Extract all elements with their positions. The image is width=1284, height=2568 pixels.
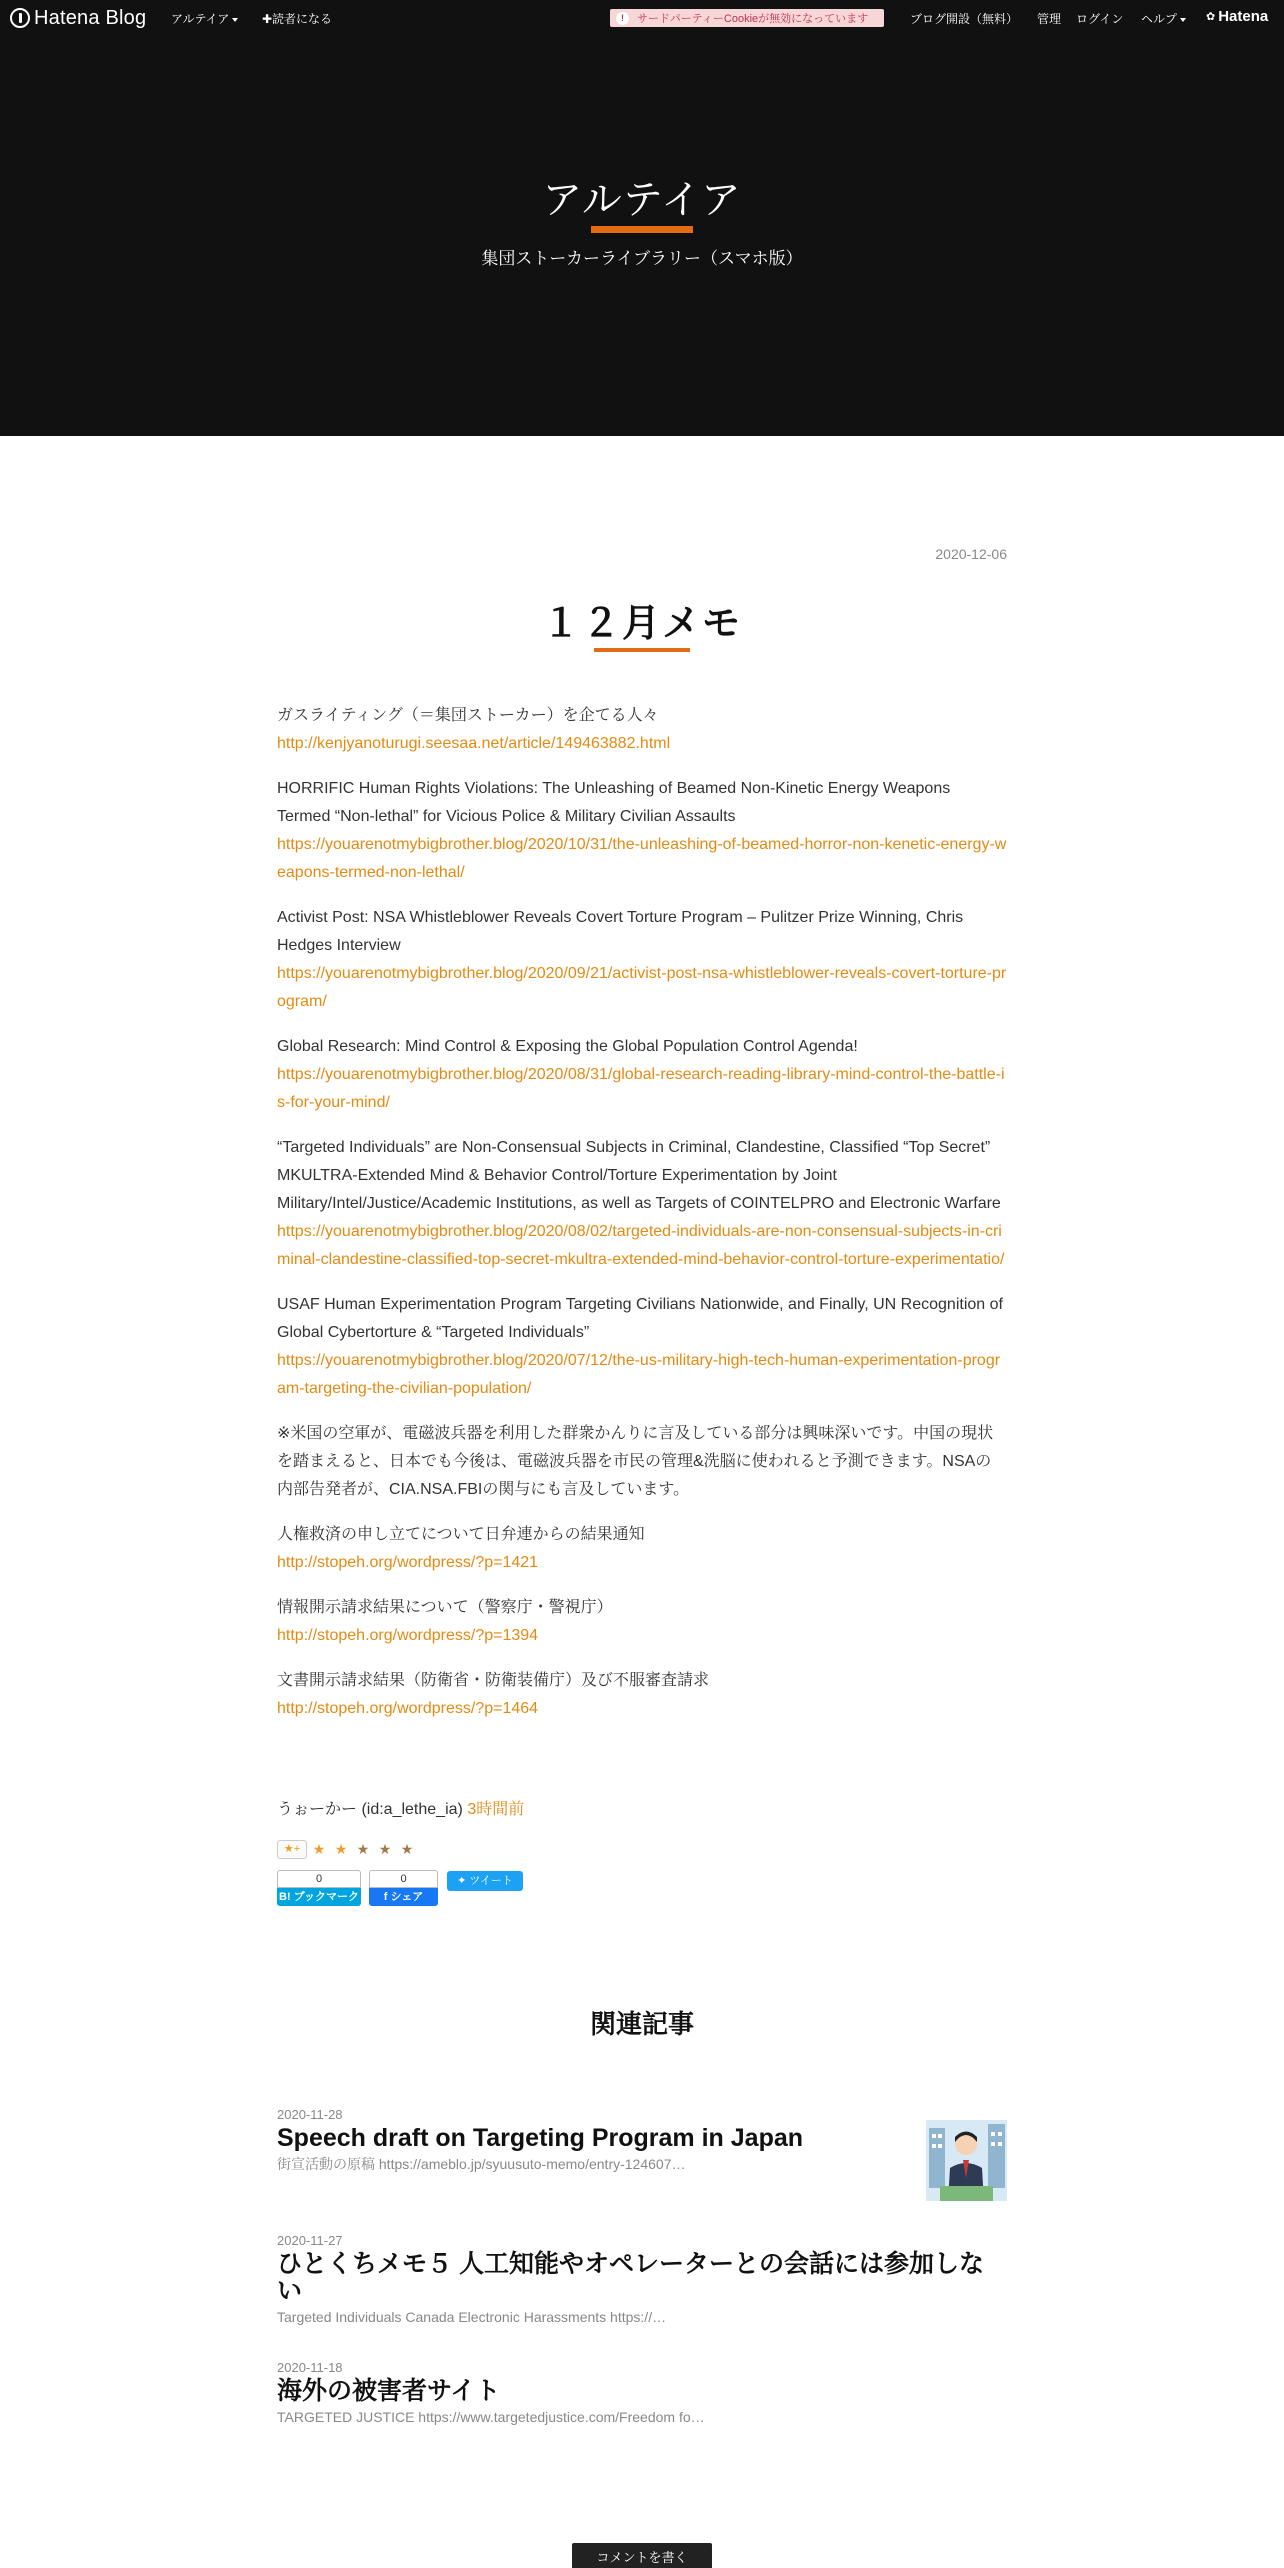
paw-icon: ✿ — [1206, 11, 1216, 23]
entry-link[interactable]: https://youarenotmybigbrother.blog/2020/10/31/the-unleashing-of-beamed-horror-non-kenetic-energy-weapons-termed-non-lethal/ — [277, 836, 1007, 881]
star-icon[interactable]: ★ — [356, 1841, 370, 1857]
paragraph-text: HORRIFIC Human Rights Violations: The Unleashing of Beamed Non-Kinetic Energy Weapons Termed “Non-lethal” for Vicious Police & Military Civilian Assaults — [277, 780, 951, 825]
article-date[interactable]: 2020-12-06 — [935, 546, 1007, 562]
related-entries-heading: 関連記事 — [589, 2009, 694, 2039]
start-blog-link[interactable]: ブログ開設（無料） — [910, 12, 1019, 26]
related-entry[interactable] — [277, 2233, 1007, 2327]
cookie-notice-text: サードパーティーCookieが無効になっています — [637, 13, 869, 25]
blog-menu-dropdown[interactable] — [171, 10, 238, 27]
entry-link[interactable]: http://stopeh.org/wordpress/?p=1394 — [277, 1627, 539, 1644]
write-comment-button[interactable]: コメントを書く — [572, 2543, 712, 2568]
hatena-label: Hatena — [1218, 8, 1269, 25]
facebook-share-button[interactable]: f シェア — [369, 1888, 438, 1906]
title-underline — [591, 226, 693, 233]
entry-paragraph — [277, 904, 1007, 1016]
entry-link[interactable]: http://kenjyanoturugi.seesaa.net/article/149463882.html — [277, 735, 671, 752]
related-entry-date: 2020-11-28 — [277, 2107, 343, 2122]
related-entry[interactable] — [277, 2107, 1007, 2174]
hatena-blog-logo[interactable] — [10, 7, 146, 29]
entry-paragraph — [277, 1594, 1007, 1650]
star-icon[interactable]: ★ — [312, 1841, 326, 1857]
paragraph-text: 情報開示請求結果について（警察庁・警視庁） — [277, 1599, 613, 1616]
entry-link[interactable]: http://stopeh.org/wordpress/?p=1421 — [277, 1554, 539, 1571]
cookie-notice[interactable] — [610, 9, 884, 27]
twitter-bird-icon: ✦ — [457, 1875, 467, 1887]
entry-paragraph — [277, 1667, 1007, 1723]
manage-link[interactable]: 管理 — [1037, 12, 1062, 26]
related-entry-title[interactable]: 海外の被害者サイト — [277, 2377, 501, 2405]
star-icon[interactable]: ★ — [378, 1841, 392, 1857]
paragraph-text: “Targeted Individuals” are Non-Consensual Subjects in Criminal, Clandestine, Classified “Top Secret” MKULTRA-Extended Mind & Behavior Control/Torture Experimentation by Joint Military/Intel/Justice/Academic Institutions, as well as Targets of COINTELPRO and Electronic Warfare — [277, 1139, 1001, 1212]
facebook-share-widget[interactable] — [369, 1870, 438, 1906]
entry-link[interactable]: https://youarenotmybigbrother.blog/2020/09/21/activist-post-nsa-whistleblower-reveals-covert-torture-program/ — [277, 965, 1007, 1010]
hatena-logo-icon — [10, 8, 30, 28]
related-entry-snippet: 街宣活動の原稿 https://ameblo.jp/syuusuto-memo/entry-124607… — [277, 2156, 686, 2172]
entry-footer — [277, 1796, 524, 1819]
entry-link[interactable]: https://youarenotmybigbrother.blog/2020/08/02/targeted-individuals-are-non-consensual-subjects-in-criminal-clandestine-classified-top-secret-mkultra-extended-mind-behavior-control-torture-experimentatio/ — [277, 1223, 1005, 1268]
entry-content — [277, 702, 1007, 1740]
entry-paragraph — [277, 702, 1007, 758]
entry-paragraph — [277, 1420, 1007, 1504]
hatena-menu[interactable] — [1206, 8, 1268, 25]
entry-link[interactable]: https://youarenotmybigbrother.blog/2020/08/31/global-research-reading-library-mind-control-the-battle-is-for-your-mind/ — [277, 1066, 1005, 1111]
blog-title[interactable]: アルテイア — [542, 178, 742, 222]
hatena-bookmark-widget[interactable] — [277, 1870, 361, 1906]
article-title-underline — [594, 648, 690, 652]
bookmark-button[interactable]: B! ブックマーク — [277, 1888, 361, 1906]
help-label: ヘルプ — [1141, 12, 1178, 26]
paragraph-text: ガスライティング（＝集団ストーカー）を企てる人々 — [277, 707, 659, 724]
chevron-down-icon — [232, 18, 238, 22]
paragraph-text: 人権救済の申し立てについて日弁連からの結果通知 — [277, 1526, 645, 1543]
related-entry-date: 2020-11-18 — [277, 2360, 343, 2375]
star-container — [277, 1838, 417, 1860]
logo-text: Hatena Blog — [34, 6, 147, 29]
paragraph-text: Activist Post: NSA Whistleblower Reveals Covert Torture Program – Pulitzer Prize Winning, Chris Hedges Interview — [277, 909, 964, 954]
tweet-label: ツイート — [469, 1875, 513, 1887]
related-entry-title[interactable]: Speech draft on Targeting Program in Japan — [277, 2124, 804, 2152]
tweet-button[interactable] — [447, 1871, 523, 1891]
entry-link[interactable]: http://stopeh.org/wordpress/?p=1464 — [277, 1700, 539, 1717]
paragraph-text: ※米国の空軍が、電磁波兵器を利用した群衆かんりに言及している部分は興味深いです。中国の現状を踏まえると、日本でも今後は、電磁波兵器を市民の管理&洗脳に使われると予測できます。NSAの内部告発者が、CIA.NSA.FBIの関与にも言及しています。 — [277, 1425, 994, 1498]
help-dropdown[interactable] — [1141, 10, 1186, 27]
blog-menu-label: アルテイア — [171, 12, 230, 26]
entry-paragraph — [277, 775, 1007, 887]
bookmark-count: 0 — [277, 1870, 361, 1888]
paragraph-text: USAF Human Experimentation Program Targeting Civilians Nationwide, and Finally, UN Recognition of Global Cybertorture & “Targeted Individuals” — [277, 1296, 1003, 1341]
related-entry-thumbnail[interactable] — [926, 2120, 1007, 2201]
star-icon[interactable]: ★ — [334, 1841, 348, 1857]
star-icon[interactable]: ★ — [400, 1841, 414, 1857]
entry-paragraph — [277, 1291, 1007, 1403]
entry-paragraph — [277, 1033, 1007, 1117]
blog-description: 集団ストーカーライブラリー（スマホ版） — [481, 249, 803, 268]
related-entry[interactable] — [277, 2360, 1007, 2427]
posted-time-link[interactable]: 3時間前 — [467, 1801, 525, 1818]
entry-link[interactable]: https://youarenotmybigbrother.blog/2020/07/12/the-us-military-high-tech-human-experimentation-program-targeting-the-civilian-population/ — [277, 1352, 1001, 1397]
entry-paragraph — [277, 1521, 1007, 1577]
author-name[interactable]: うぉーかー (id:a_lethe_ia) — [277, 1801, 463, 1818]
blog-header — [0, 36, 1284, 436]
related-entry-date: 2020-11-27 — [277, 2233, 343, 2248]
related-entry-snippet: TARGETED JUSTICE https://www.targetedjustice.com/Freedom fo… — [277, 2409, 705, 2425]
article-title[interactable]: １２月メモ — [541, 603, 742, 645]
subscribe-button[interactable]: ✚読者になる — [262, 12, 333, 26]
related-entry-title[interactable]: ひとくちメモ５ 人工知能やオペレーターとの会話には参加しない — [277, 2250, 984, 2305]
entry-paragraph — [277, 1134, 1007, 1274]
add-star-button[interactable]: ★+ — [277, 1840, 307, 1859]
paragraph-text: Global Research: Mind Control & Exposing the Global Population Control Agenda! — [277, 1038, 858, 1055]
related-entry-snippet: Targeted Individuals Canada Electronic Harassments https://… — [277, 2309, 667, 2325]
info-icon: ! — [616, 12, 629, 25]
paragraph-text: 文書開示請求結果（防衛省・防衛装備庁）及び不服審査請求 — [277, 1672, 710, 1689]
facebook-count: 0 — [369, 1870, 438, 1888]
login-link[interactable]: ログイン — [1076, 12, 1124, 26]
chevron-down-icon — [1180, 18, 1186, 22]
speaker-illustration-icon — [926, 2120, 1007, 2201]
global-header — [0, 0, 1284, 36]
